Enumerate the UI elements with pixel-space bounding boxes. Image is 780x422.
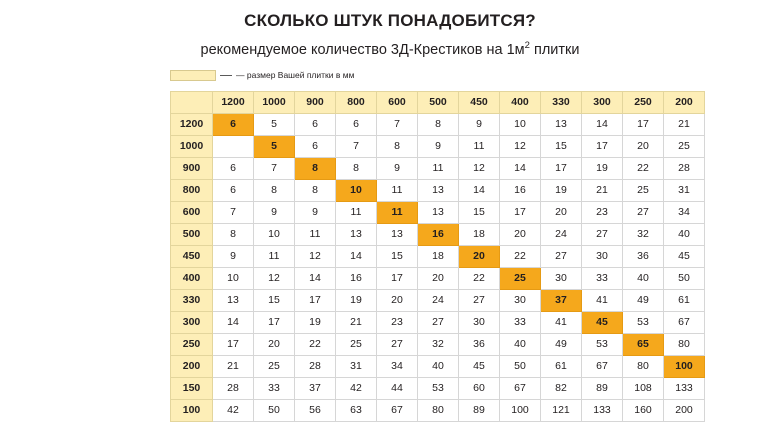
- table-cell: 53: [418, 377, 459, 399]
- table-cell-diagonal: 5: [254, 135, 295, 157]
- table-cell: 7: [213, 201, 254, 223]
- table-cell: 9: [254, 201, 295, 223]
- table-cell: 50: [664, 267, 705, 289]
- table-cell: 8: [295, 179, 336, 201]
- column-header: 900: [295, 91, 336, 113]
- table-cell: 133: [582, 399, 623, 421]
- table-cell: 80: [623, 355, 664, 377]
- table-cell: 32: [418, 333, 459, 355]
- table-cell: 19: [295, 311, 336, 333]
- table-cell: 6: [213, 157, 254, 179]
- table-cell: 7: [377, 113, 418, 135]
- table-cell: 17: [254, 311, 295, 333]
- table-cell: 17: [541, 157, 582, 179]
- table-cell-diagonal: 45: [582, 311, 623, 333]
- table-cell: 133: [664, 377, 705, 399]
- row-header: 200: [171, 355, 213, 377]
- table-cell: 11: [459, 135, 500, 157]
- table-cell: 15: [377, 245, 418, 267]
- table-cell: 17: [582, 135, 623, 157]
- page-subtitle: [0, 40, 780, 58]
- table-cell: 160: [623, 399, 664, 421]
- table-cell: 56: [295, 399, 336, 421]
- table-row: [171, 201, 705, 223]
- table-cell: 67: [664, 311, 705, 333]
- table-cell: 11: [377, 179, 418, 201]
- table-cell: 21: [582, 179, 623, 201]
- table-cell-diagonal: 37: [541, 289, 582, 311]
- row-header: 1200: [171, 113, 213, 135]
- table-head: [171, 91, 705, 113]
- table-cell-empty: [213, 135, 254, 157]
- table-cell: 20: [541, 201, 582, 223]
- table-cell: 13: [377, 223, 418, 245]
- table-cell: 21: [213, 355, 254, 377]
- table-cell: 31: [664, 179, 705, 201]
- table-cell: 40: [500, 333, 541, 355]
- table-cell: 30: [500, 289, 541, 311]
- table-cell: 25: [623, 179, 664, 201]
- table-cell: 89: [582, 377, 623, 399]
- column-header: 500: [418, 91, 459, 113]
- table-cell: 44: [377, 377, 418, 399]
- table-cell: 30: [582, 245, 623, 267]
- table-cell: 40: [623, 267, 664, 289]
- table-cell: 33: [254, 377, 295, 399]
- row-header: 1000: [171, 135, 213, 157]
- table-cell: 20: [254, 333, 295, 355]
- table-body: [171, 113, 705, 421]
- table-cell: 5: [254, 113, 295, 135]
- table-cell: 23: [582, 201, 623, 223]
- table-cell: 16: [336, 267, 377, 289]
- table-corner-cell: [171, 91, 213, 113]
- table-cell: 14: [336, 245, 377, 267]
- table-cell: 14: [459, 179, 500, 201]
- table-cell: 49: [541, 333, 582, 355]
- row-header: 400: [171, 267, 213, 289]
- table-cell: 13: [418, 179, 459, 201]
- table-cell: 30: [541, 267, 582, 289]
- table-cell: 10: [213, 267, 254, 289]
- table-cell: 22: [623, 157, 664, 179]
- table-cell: 12: [254, 267, 295, 289]
- table-row: [171, 377, 705, 399]
- table-cell: 15: [254, 289, 295, 311]
- table-cell: 8: [377, 135, 418, 157]
- table-cell: 11: [295, 223, 336, 245]
- column-header: 1000: [254, 91, 295, 113]
- table-cell: 27: [541, 245, 582, 267]
- table-cell: 61: [664, 289, 705, 311]
- table-cell-diagonal: 65: [623, 333, 664, 355]
- column-header: 600: [377, 91, 418, 113]
- table-cell: 121: [541, 399, 582, 421]
- table-cell: 32: [623, 223, 664, 245]
- table-row: [171, 135, 705, 157]
- poster: [0, 11, 780, 417]
- table-cell: 53: [623, 311, 664, 333]
- table-cell: 8: [254, 179, 295, 201]
- table-cell: 11: [254, 245, 295, 267]
- table-cell: 15: [541, 135, 582, 157]
- table-cell: 67: [500, 377, 541, 399]
- table-cell: 8: [418, 113, 459, 135]
- table-cell: 100: [500, 399, 541, 421]
- table-cell-diagonal: 11: [377, 201, 418, 223]
- table-cell-diagonal: 20: [459, 245, 500, 267]
- row-header: 150: [171, 377, 213, 399]
- table-cell: 13: [418, 201, 459, 223]
- table-cell-diagonal: 8: [295, 157, 336, 179]
- table-cell: 20: [500, 223, 541, 245]
- table-row: [171, 311, 705, 333]
- column-header: 400: [500, 91, 541, 113]
- table-cell-diagonal: 25: [500, 267, 541, 289]
- table-cell: 89: [459, 399, 500, 421]
- table-cell: 40: [664, 223, 705, 245]
- table-cell: 19: [582, 157, 623, 179]
- table-cell: 7: [336, 135, 377, 157]
- table-cell: 61: [541, 355, 582, 377]
- table-cell: 24: [541, 223, 582, 245]
- table-cell: 80: [418, 399, 459, 421]
- table-cell: 27: [377, 333, 418, 355]
- table-cell: 25: [664, 135, 705, 157]
- table-cell: 63: [336, 399, 377, 421]
- table-row: [171, 355, 705, 377]
- table-cell: 23: [377, 311, 418, 333]
- table-cell: 37: [295, 377, 336, 399]
- table-cell: 50: [500, 355, 541, 377]
- table-cell: 14: [295, 267, 336, 289]
- table-row: [171, 245, 705, 267]
- table-cell: 12: [295, 245, 336, 267]
- table-cell: 6: [295, 113, 336, 135]
- table-cell: 18: [459, 223, 500, 245]
- table-cell-diagonal: 6: [213, 113, 254, 135]
- table-cell: 18: [418, 245, 459, 267]
- table-cell: 67: [377, 399, 418, 421]
- table-cell: 13: [213, 289, 254, 311]
- table-cell-diagonal: 100: [664, 355, 705, 377]
- table-cell: 9: [459, 113, 500, 135]
- table-cell: 6: [336, 113, 377, 135]
- table-cell: 19: [336, 289, 377, 311]
- table-cell: 21: [336, 311, 377, 333]
- table-cell: 11: [418, 157, 459, 179]
- row-header: 800: [171, 179, 213, 201]
- table-cell: 27: [459, 289, 500, 311]
- table-cell-diagonal: 10: [336, 179, 377, 201]
- table-cell: 33: [582, 267, 623, 289]
- table-cell: 36: [623, 245, 664, 267]
- table-cell: 20: [623, 135, 664, 157]
- table-cell: 30: [459, 311, 500, 333]
- row-header: 900: [171, 157, 213, 179]
- table-row: [171, 157, 705, 179]
- table-cell: 17: [213, 333, 254, 355]
- table-cell: 9: [295, 201, 336, 223]
- legend: [170, 70, 780, 81]
- column-header: 1200: [213, 91, 254, 113]
- table-cell: 28: [213, 377, 254, 399]
- table-cell: 9: [377, 157, 418, 179]
- table-row: [171, 289, 705, 311]
- table-cell: 6: [213, 179, 254, 201]
- table-cell: 17: [623, 113, 664, 135]
- column-header: 330: [541, 91, 582, 113]
- table-cell: 33: [500, 311, 541, 333]
- table-cell: 9: [213, 245, 254, 267]
- quantity-table: [170, 91, 705, 422]
- table-cell-diagonal: 16: [418, 223, 459, 245]
- table-cell: 80: [664, 333, 705, 355]
- table-cell: 27: [582, 223, 623, 245]
- table-row: [171, 333, 705, 355]
- table-header-row: [171, 91, 705, 113]
- table-cell: 8: [336, 157, 377, 179]
- table-cell: 50: [254, 399, 295, 421]
- table-row: [171, 267, 705, 289]
- table-cell: 21: [664, 113, 705, 135]
- table-cell: 25: [254, 355, 295, 377]
- table-cell: 36: [459, 333, 500, 355]
- table-cell: 15: [459, 201, 500, 223]
- legend-dash-icon: [220, 75, 232, 76]
- table-cell: 60: [459, 377, 500, 399]
- table-cell: 6: [295, 135, 336, 157]
- table-cell: 20: [418, 267, 459, 289]
- page-title: СКОЛЬКО ШТУК ПОНАДОБИТСЯ?: [244, 11, 536, 30]
- table-cell: 7: [254, 157, 295, 179]
- table-cell: 24: [418, 289, 459, 311]
- table-cell: 13: [336, 223, 377, 245]
- row-header: 450: [171, 245, 213, 267]
- table-cell: 12: [459, 157, 500, 179]
- row-header: 500: [171, 223, 213, 245]
- table-row: [171, 113, 705, 135]
- row-header: 600: [171, 201, 213, 223]
- subtitle-post: плитки: [529, 41, 580, 58]
- column-header: 800: [336, 91, 377, 113]
- table-cell: 14: [500, 157, 541, 179]
- table-cell: 67: [582, 355, 623, 377]
- table-cell: 41: [582, 289, 623, 311]
- table-cell: 49: [623, 289, 664, 311]
- row-header: 100: [171, 399, 213, 421]
- table-cell: 9: [418, 135, 459, 157]
- table-cell: 12: [500, 135, 541, 157]
- table-cell: 10: [254, 223, 295, 245]
- table-cell: 17: [295, 289, 336, 311]
- table-cell: 82: [541, 377, 582, 399]
- column-header: 300: [582, 91, 623, 113]
- table-cell: 31: [336, 355, 377, 377]
- table-cell: 108: [623, 377, 664, 399]
- column-header: 450: [459, 91, 500, 113]
- table-cell: 200: [664, 399, 705, 421]
- table-cell: 22: [500, 245, 541, 267]
- row-header: 250: [171, 333, 213, 355]
- table-cell: 22: [459, 267, 500, 289]
- table-cell: 20: [377, 289, 418, 311]
- table-row: [171, 399, 705, 421]
- row-header: 330: [171, 289, 213, 311]
- table-cell: 41: [541, 311, 582, 333]
- row-header: 300: [171, 311, 213, 333]
- table-cell: 10: [500, 113, 541, 135]
- table-cell: 11: [336, 201, 377, 223]
- subtitle-pre: рекомендуемое количество 3Д-Крестиков на 1м: [200, 41, 525, 58]
- legend-label: — размер Вашей плитки в мм: [236, 70, 355, 81]
- table-cell: 22: [295, 333, 336, 355]
- table-cell: 27: [418, 311, 459, 333]
- table-cell: 40: [418, 355, 459, 377]
- table-cell: 45: [459, 355, 500, 377]
- table-cell: 8: [213, 223, 254, 245]
- table-cell: 53: [582, 333, 623, 355]
- column-header: 250: [623, 91, 664, 113]
- table-row: [171, 179, 705, 201]
- table-cell: 28: [295, 355, 336, 377]
- table-cell: 28: [664, 157, 705, 179]
- subtitle-superscript: 2: [524, 40, 530, 51]
- table-cell: 13: [541, 113, 582, 135]
- table-cell: 27: [623, 201, 664, 223]
- table-cell: 45: [664, 245, 705, 267]
- table-row: [171, 223, 705, 245]
- legend-swatch-icon: [170, 70, 216, 81]
- table-cell: 34: [664, 201, 705, 223]
- table-cell: 16: [500, 179, 541, 201]
- table-cell: 42: [213, 399, 254, 421]
- table-cell: 17: [500, 201, 541, 223]
- table-cell: 34: [377, 355, 418, 377]
- table-cell: 14: [213, 311, 254, 333]
- table-cell: 14: [582, 113, 623, 135]
- table-cell: 17: [377, 267, 418, 289]
- column-header: 200: [664, 91, 705, 113]
- table-cell: 42: [336, 377, 377, 399]
- table-cell: 25: [336, 333, 377, 355]
- table-cell: 19: [541, 179, 582, 201]
